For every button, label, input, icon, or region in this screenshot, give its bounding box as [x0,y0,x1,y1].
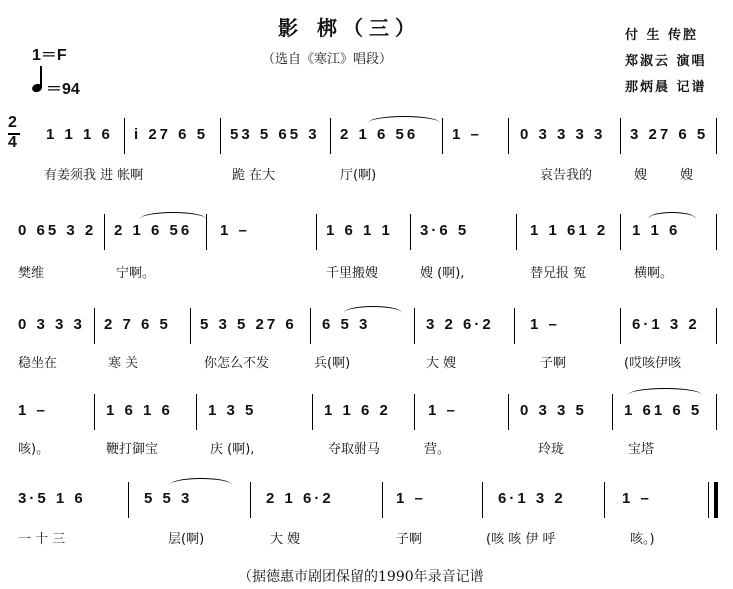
lyric: 庆 (啊), [210,442,255,457]
barline [514,308,515,344]
lyric: 咳。) [630,532,655,547]
slur [170,478,232,485]
lyric: 玲珑 [538,442,565,457]
measure: 3·5 1 6 [18,490,86,507]
measure: 1 – [220,222,250,239]
quarter-note-stem [40,66,42,88]
measure: 53 5 65 3 [230,126,320,143]
barline [128,482,129,518]
measure: 3 27 6 5 [630,126,709,143]
slur [648,212,696,219]
lyric: 宝塔 [628,442,655,457]
final-barline-thin [708,482,709,518]
measure: 2 7 6 5 [104,316,171,333]
measure: 1 1 6 2 [324,402,391,419]
measure: 1 1 6 [632,222,681,239]
barline [716,214,717,250]
measure: 1 3 5 [208,402,257,419]
measure: 1 – [452,126,482,143]
lyric: 千里搬嫂 [326,266,379,281]
tempo-marking: ＝94 [46,81,80,98]
barline [312,394,313,430]
barline [482,482,483,518]
barline [250,482,251,518]
song-subtitle: （选自《寒江》唱段） [262,52,393,67]
measure: 2 1 6·2 [266,490,334,507]
barline [190,308,191,344]
barline [508,118,509,154]
lyric: 宁啊。 [116,266,156,281]
barline [612,394,613,430]
lyric: 嫂 [634,168,648,183]
barline [94,394,95,430]
measure: 5 3 5 27 6 [200,316,297,333]
slur [368,116,440,123]
lyric: 嫂 (啊), [420,266,465,281]
measure: 5 5 3 [144,490,193,507]
lyric: 跪 在大 [232,168,276,183]
measure: 6·1 3 2 [632,316,700,333]
lyric: 层(啊) [168,532,205,547]
barline [604,482,605,518]
lyric: 稳坐在 [18,356,58,371]
slur [140,212,206,219]
slur [344,306,402,313]
measure: 3 2 6·2 [426,316,494,333]
time-signature-bottom: 4 [8,134,17,151]
measure: 1 6 1 1 [326,222,393,239]
barline [316,214,317,250]
lyric: 大 嫂 [270,532,301,547]
barline [414,308,415,344]
lyric: (咳 咳 伊 呼 [486,532,556,547]
measure: 2 1 6 56 [114,222,193,239]
measure: 0 3 3 3 3 [520,126,606,143]
measure: i 27 6 5 [134,126,209,143]
lyric: 樊维 [18,266,45,281]
slur [628,388,702,395]
lyric: 哀告我的 [540,168,593,183]
barline [330,118,331,154]
measure: 1 61 6 5 [624,402,703,419]
barline [310,308,311,344]
barline [196,394,197,430]
lyric: 一 十 三 [18,532,66,547]
barline [124,118,125,154]
measure: 3·6 5 [420,222,470,239]
lyric: 夺取驸马 [328,442,381,457]
barline [716,118,717,154]
measure: 1 1 1 6 [46,126,113,143]
barline [206,214,207,250]
lyric: 咳)。 [18,442,50,457]
barline [620,308,621,344]
barline [220,118,221,154]
lyric: 横啊。 [634,266,674,281]
measure: 1 – [530,316,560,333]
lyric: (哎咳伊咳 [624,356,682,371]
measure: 1 – [18,402,48,419]
source-note: （据德惠市剧团保留的1990年录音记谱 [238,569,484,585]
measure: 1 1 61 2 [530,222,609,239]
measure: 0 65 3 2 [18,222,97,239]
barline [414,394,415,430]
credit-singer: 郑淑云 演唱 [625,54,707,69]
measure: 2 1 6 56 [340,126,419,143]
lyric: 有姜须我 进 帐啊 [44,168,144,183]
barline [716,308,717,344]
barline [104,214,105,250]
final-barline-thick [714,482,718,518]
lyric: 子啊 [540,356,567,371]
lyric: 厅(啊) [340,168,377,183]
measure: 1 – [622,490,652,507]
key-signature: 1＝F [32,47,67,64]
lyric: 替兄报 冤 [530,266,587,281]
barline [508,394,509,430]
lyric: 营。 [424,442,451,457]
lyric: 鞭打御宝 [106,442,159,457]
song-title: 影 梆（三） [278,16,421,40]
barline [716,394,717,430]
measure: 0 3 3 5 [520,402,587,419]
credit-composer: 付 生 传腔 [625,28,699,43]
barline [620,118,621,154]
barline [94,308,95,344]
barline [516,214,517,250]
time-signature-top: 2 [8,114,17,131]
measure: 6·1 3 2 [498,490,566,507]
lyric: 大 嫂 [426,356,457,371]
measure: 1 – [428,402,458,419]
barline [442,118,443,154]
lyric: 兵(啊) [314,356,351,371]
lyric: 嫂 [680,168,694,183]
lyric: 子啊 [396,532,423,547]
measure: 0 3 3 3 [18,316,85,333]
lyric: 寒 关 [108,356,139,371]
barline [410,214,411,250]
barline [620,214,621,250]
lyric: 你怎么不发 [204,356,270,371]
measure: 1 6 1 6 [106,402,173,419]
credit-transcriber: 那炳晨 记谱 [625,80,707,95]
measure: 6 5 3 [322,316,371,333]
barline [382,482,383,518]
measure: 1 – [396,490,426,507]
